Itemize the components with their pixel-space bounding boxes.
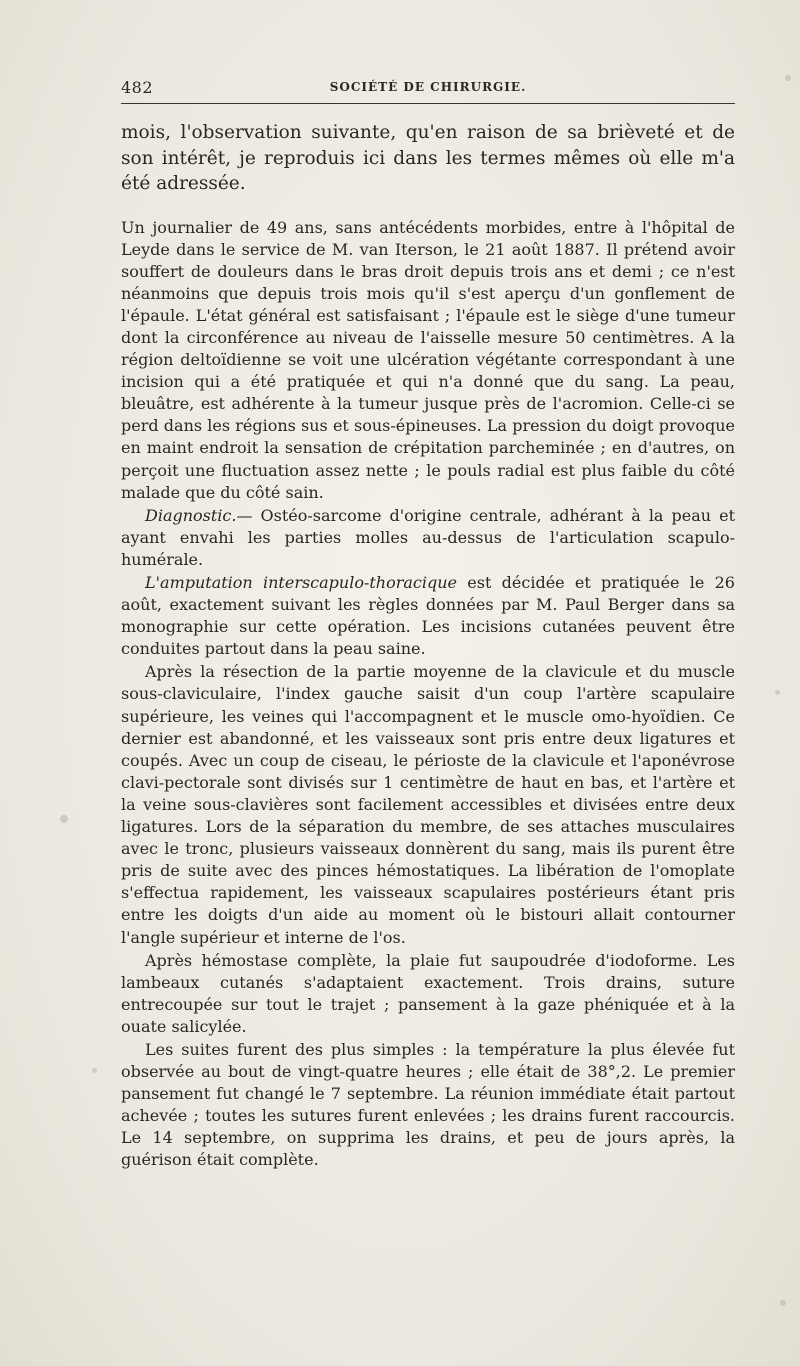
paper-speck <box>92 1068 97 1073</box>
page-header <box>121 78 735 102</box>
case-paragraph-4 <box>121 661 735 948</box>
paragraph-text: — Ostéo-sarcome d'origine centrale, adhérant à la peau et ayant envahi les parties molles au-dessus de l'articulation scapulo-humérale. <box>121 505 735 569</box>
header-rule <box>121 103 735 104</box>
paper-speck <box>60 815 68 823</box>
paragraph-italic-lead: L'amputation interscapulo-thoracique <box>145 573 458 592</box>
intro-paragraph <box>121 120 735 197</box>
paragraph-text: Les suites furent des plus simples : la température la plus élevée fut observée au bout de vingt-quatre heures ; elle était de 38°,2. Le premier pansement fut changé le 7 septembre. La réunion immédiate était partout achevée ; toutes les sutures furent enlevées ; les drains furent raccourcis. Le 14 septembre, on supprima les drains, et peu de jours après, la guérison était complète. <box>121 1039 735 1170</box>
case-paragraph-5 <box>121 950 735 1038</box>
paragraph-text: Après hémostase complète, la plaie fut saupoudrée d'iodoforme. Les lambeaux cutanés s'adaptaient exactement. Trois drains, suture entrecoupée sur tout le trajet ; pansement à la gaze phéniquée et à la ouate salicylée. <box>121 950 735 1036</box>
paper-speck <box>780 1300 786 1306</box>
paper-speck <box>785 75 791 81</box>
paper-speck <box>775 690 780 695</box>
paragraph-text: est décidée et pratiquée le 26 août, exactement suivant les règles données par M. Paul Berger dans sa monographie sur cette opération. Les incisions cutanées peuvent être conduites partout dans la peau saine. <box>121 573 735 659</box>
intro-text: mois, l'observation suivante, qu'en raison de sa brièveté et de son intérêt, je reproduis ici dans les termes mêmes où elle m'a été adressée. <box>121 122 735 194</box>
case-report <box>121 217 735 1172</box>
case-paragraph-6 <box>121 1039 735 1172</box>
case-paragraph-1 <box>121 217 735 504</box>
case-paragraph-3 <box>121 572 735 660</box>
body-text <box>121 120 735 1172</box>
page-number: 482 <box>121 78 154 97</box>
paragraph-text: Un journalier de 49 ans, sans antécédents morbides, entre à l'hôpital de Leyde dans le service de M. van Iterson, le 21 août 1887. Il prétend avoir souffert de douleurs dans le bras droit depuis trois ans et demi ; ce n'est néanmoins que depuis trois mois qu'il s'est aperçu d'un gonflement de l'épaule. L'état général est satisfaisant ; l'épaule est le siège d'une tumeur dont la circonférence au niveau de l'aisselle mesure 50 centimètres. A la région deltoïdienne se voit une ulcération végétante correspondant à une incision qui a été pratiquée et qui n'a donné que du sang. La peau, bleuâtre, est adhérente à la tumeur jusque près de l'acromion. Celle-ci se perd dans les régions sus et sous-épineuses. La pression du doigt provoque en maint endroit la sensation de crépitation parcheminée ; en d'autres, on perçoit une fluctuation assez nette ; le pouls radial est plus faible du côté malade que du côté sain. <box>121 217 735 502</box>
paragraph-text: Après la résection de la partie moyenne de la clavicule et du muscle sous-claviculaire, l'index gauche saisit d'un coup l'artère scapulaire supérieure, les veines qui l'accompagnent et le muscle omo-hyoïdien. Ce dernier est abandonné, et les vaisseaux sont pris entre deux ligatures et coupés. Avec un coup de ciseau, le périoste de la clavicule et l'aponévrose clavi-pectorale sont divisés sur 1 centimètre de haut en bas, et l'artère et la veine sous-clavières sont facilement accessibles et divisées entre deux ligatures. Lors de la séparation du membre, de ses attaches musculaires avec le tronc, plusieurs vaisseaux donnèrent du sang, mais ils purent être pris de suite avec des pinces hémostatiques. La libération de l'omoplate s'effectua rapidement, les vaisseaux scapulaires postérieurs étant pris entre les doigts d'un aide au moment où le bistouri allait contourner l'angle supérieur et interne de l'os. <box>121 662 735 947</box>
case-paragraph-2 <box>121 505 735 571</box>
paragraph-italic-lead: Diagnostic. <box>145 505 237 525</box>
running-title: SOCIÉTÉ DE CHIRURGIE. <box>329 80 527 94</box>
